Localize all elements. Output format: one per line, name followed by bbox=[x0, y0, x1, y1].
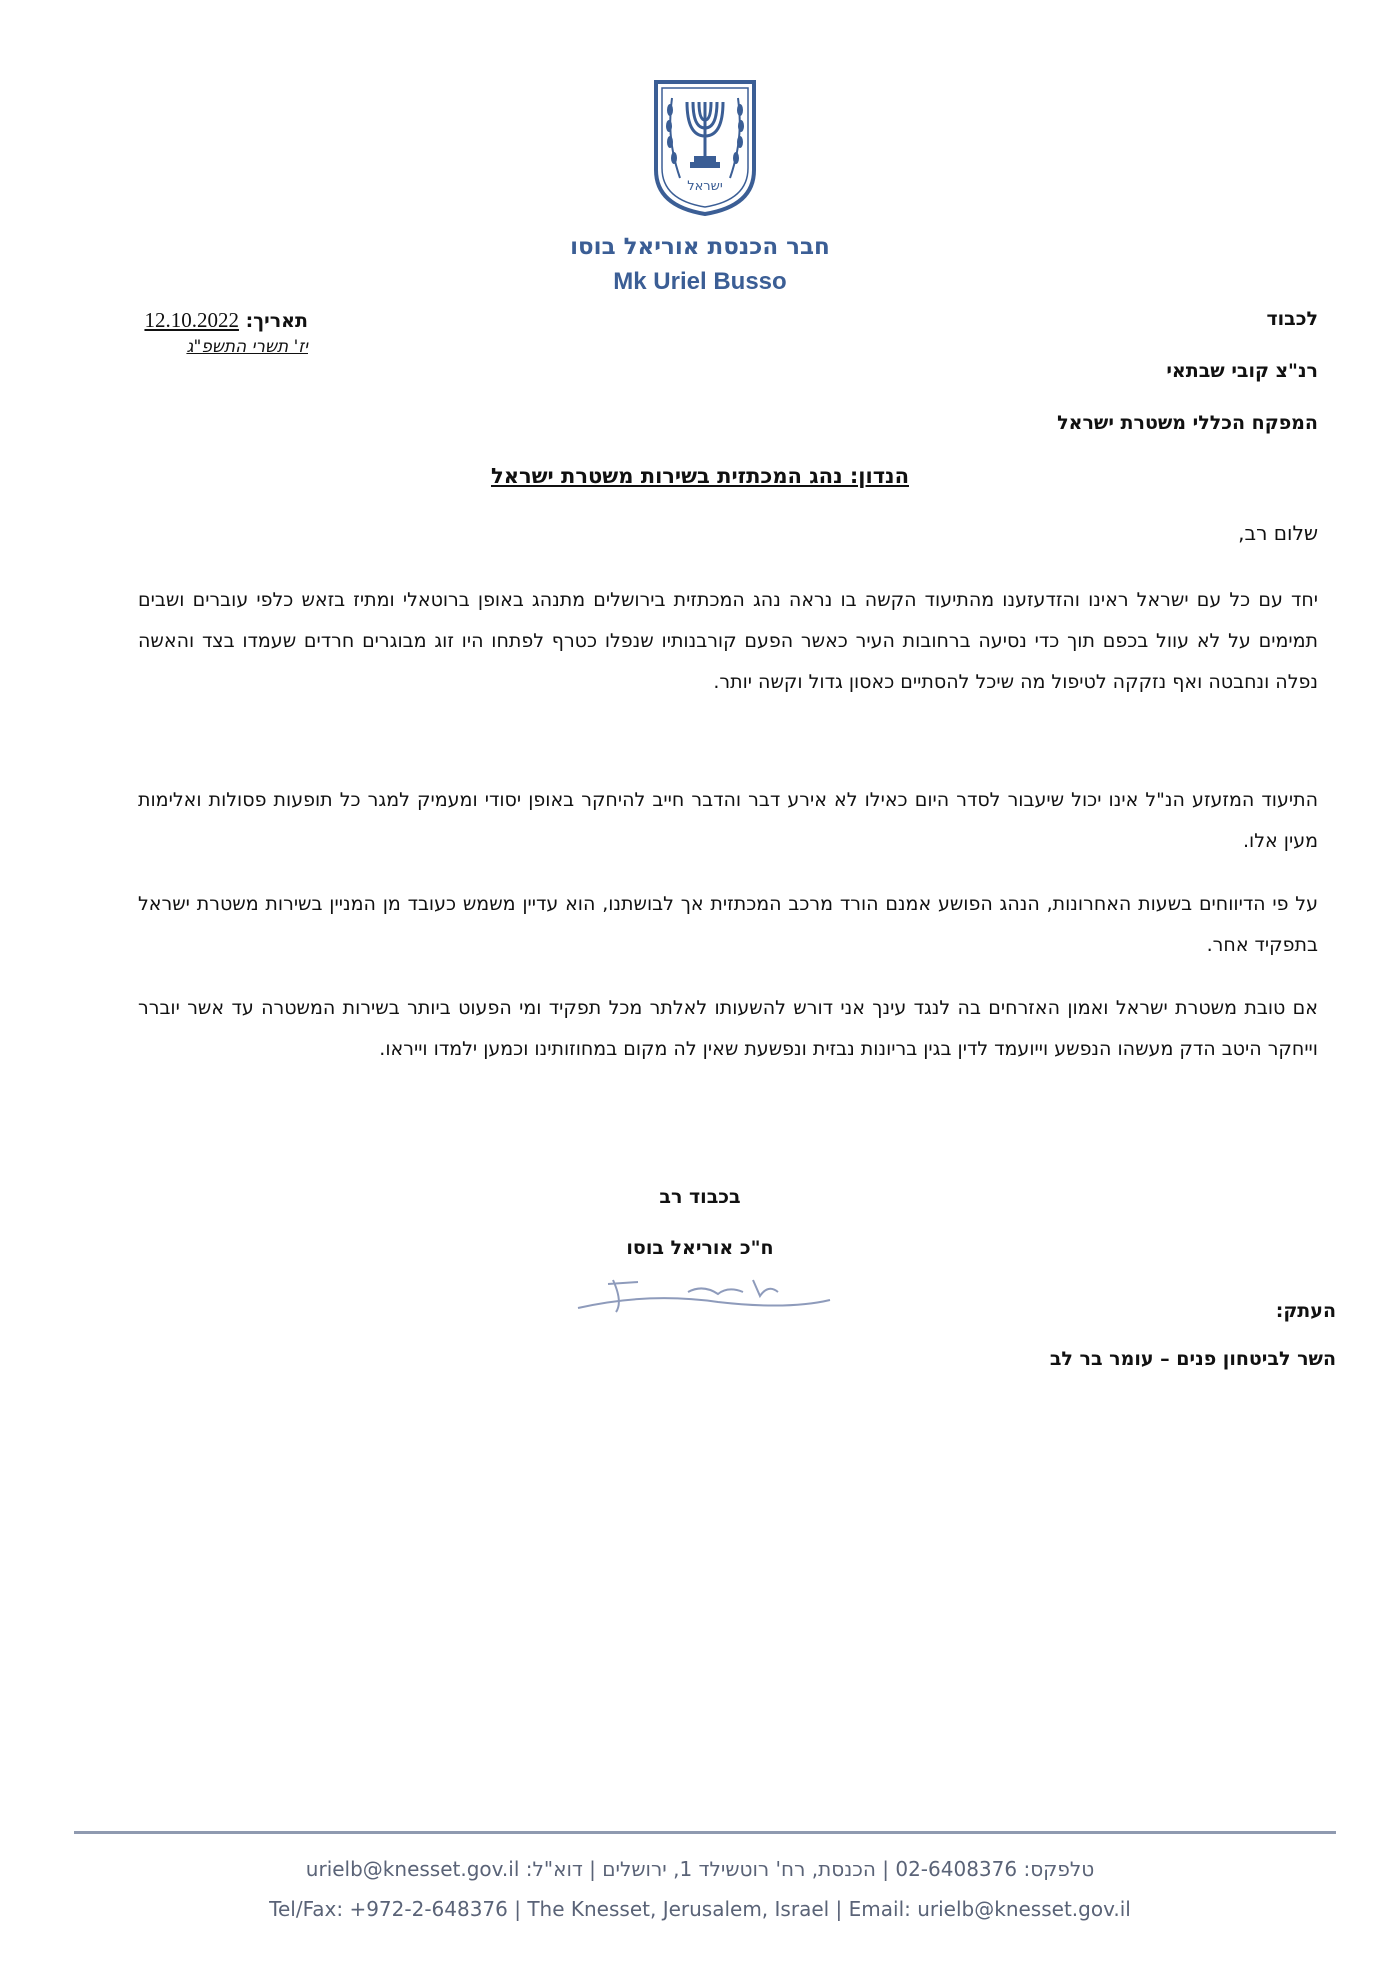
cc-title: העתק: bbox=[1275, 1300, 1336, 1322]
footer-contact-hebrew: טלפקס: 02-6408376 | הכנסת, רח' רוטשילד 1, ירושלים | דוא"ל: urielb@knesset.gov.il bbox=[305, 1857, 1095, 1881]
date-hebrew: יז' תשרי התשפ"ג bbox=[186, 337, 308, 357]
signer-name: ח"כ אוריאל בוסו bbox=[626, 1237, 774, 1259]
greeting: שלום רב, bbox=[1238, 521, 1318, 545]
body-paragraph-1: יחד עם כל עם ישראל ראינו והזדעזענו מהתיעוד הקשה בו נראה נהג המכתזית בירושלים מתנהג באופן ברוטאלי ומתיז בזאש כלפי עוברים ושבים תמימים על לא עוול בכפם תוך כדי נסיעה ברחובות העיר כאשר הפעם קורבנותיו שנפלו כטרף לפתחו היו זוג מבוגרים חרדים שעמדו בצד והאשה נפלה ונחבטה ואף נזקקה לטיפול מה שיכל להסתיים כאסון גדול וקשה יותר. bbox=[138, 589, 1318, 693]
footer-divider bbox=[74, 1831, 1336, 1834]
recipient-to: לכבוד bbox=[1266, 308, 1318, 330]
subject-line: הנדון: נהג המכתזית בשירות משטרת ישראל bbox=[490, 464, 909, 488]
recipient-name: רנ"צ קובי שבתאי bbox=[1166, 360, 1318, 382]
body-paragraph-4: אם טובת משטרת ישראל ואמון האזרחים בה לנגד עינך אני דורש להשעותו לאלתר מכל תפקיד ומי הפעוט ביותר בשירות המשטרה עד אשר יוברר וייחקר היטב הדק מעשהו הנפשע וייועמד לדין בגין בריונות נבזית ונפשעת שאין לה מקום במחוזותינו וכמען ילמדו וייראו. bbox=[138, 997, 1318, 1060]
emblem-label: ישראל bbox=[687, 179, 723, 194]
recipient-title: המפקח הכללי משטרת ישראל bbox=[1057, 412, 1318, 434]
mk-name-english: Mk Uriel Busso bbox=[613, 268, 787, 295]
footer-contact-english: Tel/Fax: +972-2-648376 | The Knesset, Jerusalem, Israel | Email: urielb@knesset.gov.il bbox=[269, 1897, 1131, 1921]
date-gregorian: 12.10.2022 bbox=[144, 308, 239, 332]
signoff: בכבוד רב bbox=[659, 1186, 741, 1208]
body-paragraph-2: התיעוד המזעזע הנ"ל אינו יכול שיעבור לסדר היום כאילו לא אירע דבר והדבר חייב להיחקר באופן יסודי ומעמיק למגר כל תופעות פסולות ואלימות מעין אלו. bbox=[138, 789, 1318, 852]
date-label: תאריך: bbox=[245, 310, 308, 332]
handwritten-signature bbox=[568, 1262, 838, 1318]
cc-item: השר לביטחון פנים – עומר בר לב bbox=[1049, 1348, 1336, 1370]
date-block bbox=[108, 308, 308, 357]
state-emblem-icon bbox=[650, 78, 760, 218]
body-paragraph-3: על פי הדיווחים בשעות האחרונות, הנהג הפושע אמנם הורד מרכב המכתזית אך לבושתנו, הוא עדיין משמש כעובד מן המניין בשירות משטרת ישראל בתפקיד אחר. bbox=[138, 893, 1318, 956]
mk-name-hebrew: חבר הכנסת אוריאל בוסו bbox=[570, 234, 830, 260]
